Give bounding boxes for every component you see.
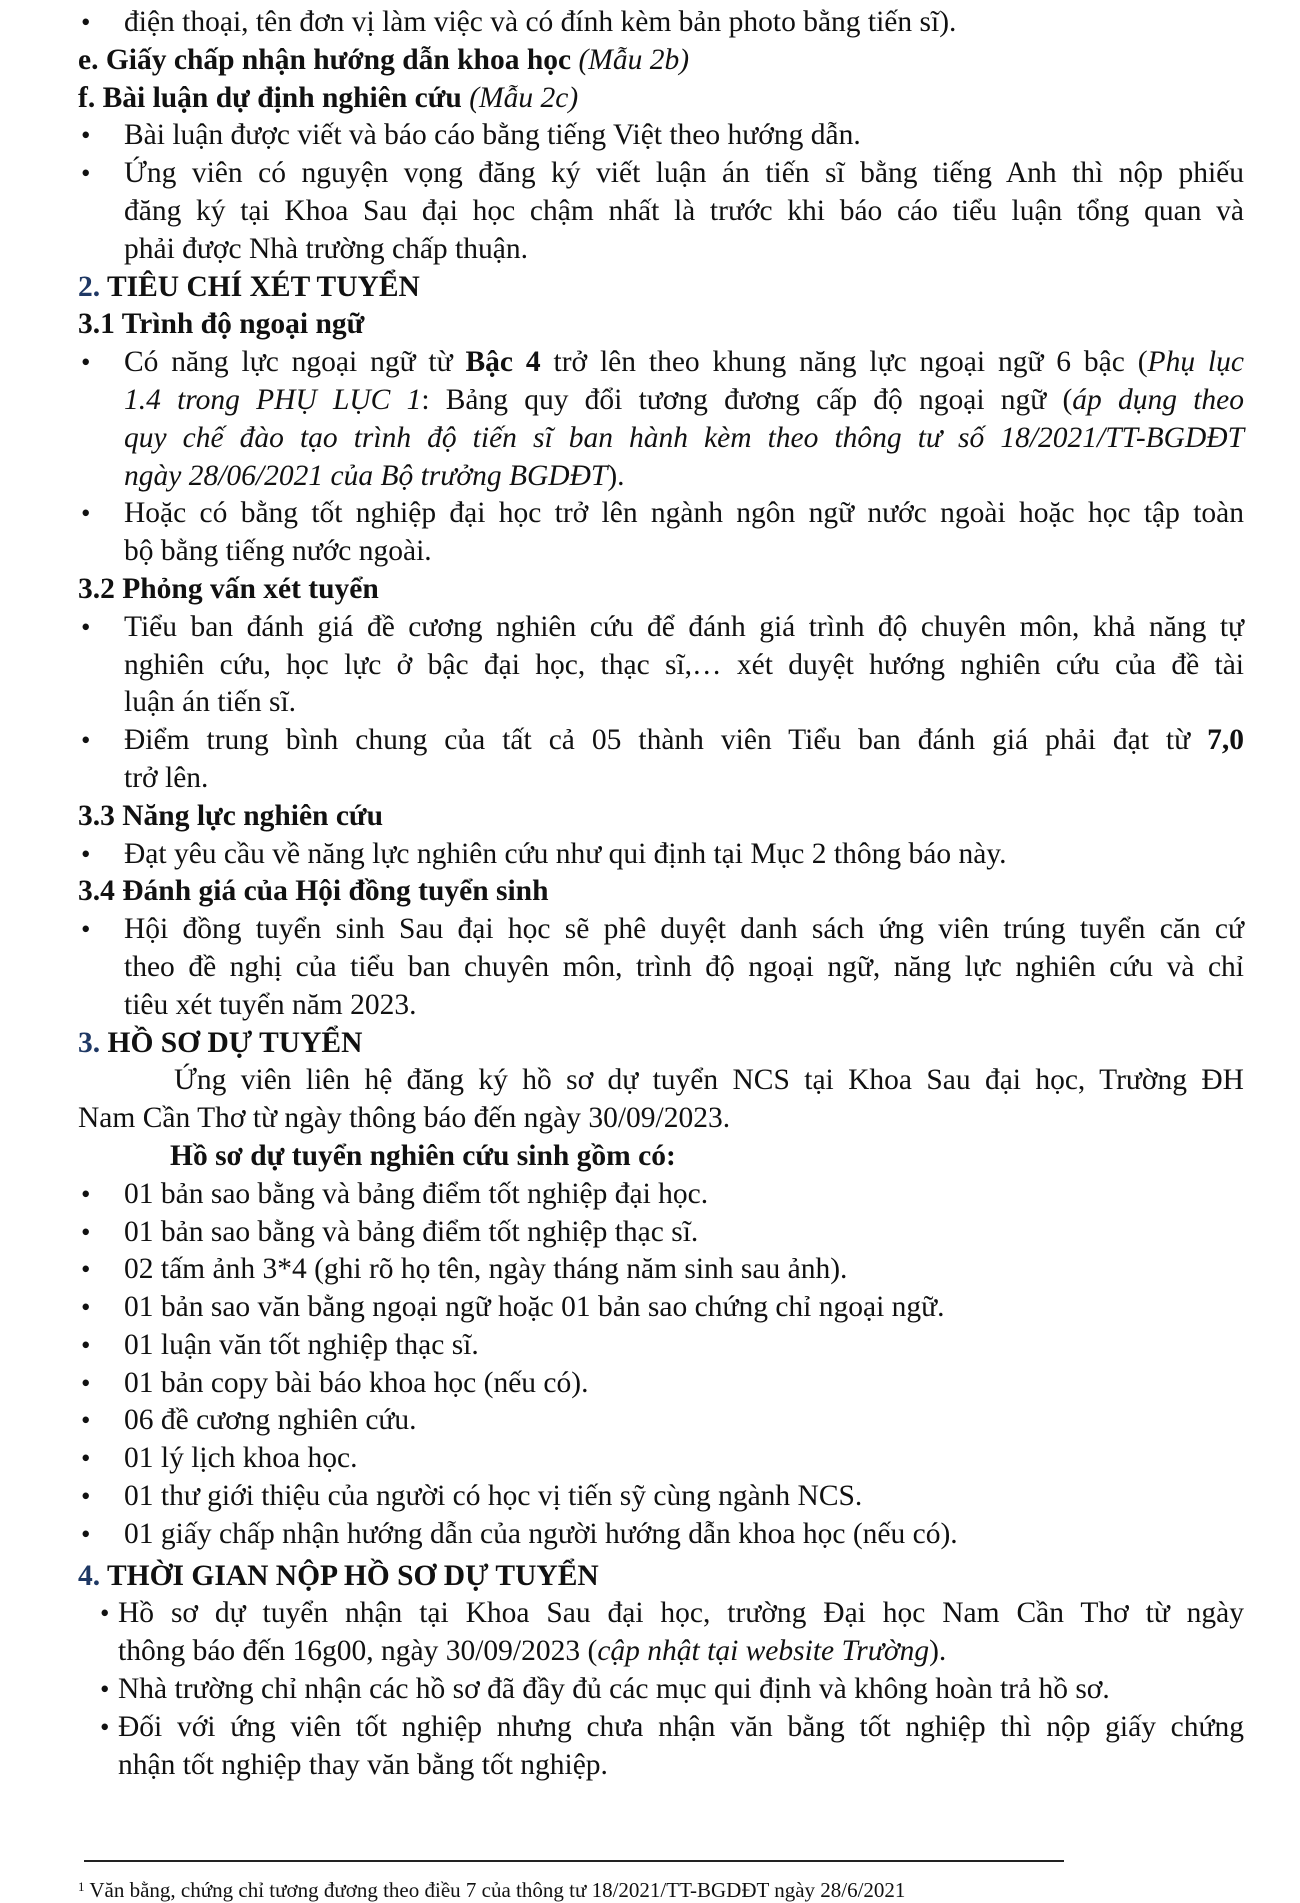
list-item: [78, 1671, 1244, 1709]
paragraph-text: Nam Cần Thơ từ ngày thông báo đến ngày 30/09/2023.: [78, 1102, 731, 1135]
list-item: [78, 1176, 1244, 1214]
list-item-text: theo đề nghị của tiểu ban chuyên môn, trình độ ngoại ngữ, năng lực nghiên cứu và chỉ: [124, 950, 1244, 983]
list-item: [78, 1709, 1244, 1747]
list-item-continuation: [78, 533, 1244, 571]
document-body: [78, 4, 1244, 1784]
list-item: [78, 1365, 1244, 1403]
italic-run: quy chế đào tạo trình độ tiến sĩ ban hành kèm theo thông tư số 18/2021/TT-BGDĐT: [124, 421, 1244, 454]
footnote-marker: 1: [78, 1879, 85, 1894]
list-item-text: 01 bản sao bằng và bảng điểm tốt nghiệp thạc sĩ.: [124, 1215, 699, 1248]
italic-run: Phụ lục: [1147, 346, 1244, 379]
list-item-continuation: [78, 987, 1244, 1025]
list-item-continuation: [78, 382, 1244, 420]
heading-text: HỒ SƠ DỰ TUYỂN: [100, 1026, 363, 1059]
subsection-heading-3-1: [78, 306, 1244, 344]
bold-run: 7,0: [1207, 724, 1244, 757]
list-item-text: tiêu xét tuyển năm 2023.: [124, 988, 417, 1021]
list-item-text: 01 bản sao văn bằng ngoại ngữ hoặc 01 bản sao chứng chỉ ngoại ngữ.: [124, 1291, 945, 1324]
list-item-text: 01 giấy chấp nhận hướng dẫn của người hướng dẫn khoa học (nếu có).: [124, 1517, 958, 1550]
list-item-text: nghiên cứu, học lực ở bậc đại học, thạc sĩ,… xét duyệt hướng nghiên cứu của đề tài: [124, 648, 1244, 681]
list-item-text: đăng ký tại Khoa Sau đại học chậm nhất là trước khi báo cáo tiểu luận tổng quan và: [124, 194, 1244, 227]
section-heading-4: [78, 1558, 1244, 1596]
text-run: Có năng lực ngoại ngữ từ: [124, 346, 466, 379]
heading-text: e. Giấy chấp nhận hướng dẫn khoa học: [78, 43, 572, 76]
list-item-continuation: [78, 949, 1244, 987]
bold-run: Bậc 4: [465, 346, 541, 379]
list-item: [78, 155, 1244, 193]
list-item-text: Hồ sơ dự tuyển nhận tại Khoa Sau đại học, trường Đại học Nam Cần Thơ từ ngày: [118, 1597, 1244, 1630]
heading-text: 3.1 Trình độ ngoại ngữ: [78, 308, 365, 341]
section-number: 4.: [78, 1559, 101, 1592]
list-item-text: Đạt yêu cầu về năng lực nghiên cứu như qui định tại Mục 2 thông báo này.: [124, 837, 1007, 870]
list-item: [78, 1289, 1244, 1327]
list-item: [78, 117, 1244, 155]
footnote-text: Văn bằng, chứng chỉ tương đương theo điều 7 của thông tư 18/2021/TT-BGDĐT ngày 28/6/2021: [84, 1878, 906, 1902]
list-item: [78, 344, 1244, 382]
list-item-text: 01 bản sao bằng và bảng điểm tốt nghiệp đại học.: [124, 1177, 709, 1210]
list-item-text: Ứng viên có nguyện vọng đăng ký viết luận án tiến sĩ bằng tiếng Anh thì nộp phiếu: [124, 157, 1244, 190]
list-item-text: Bài luận được viết và báo cáo bằng tiếng Việt theo hướng dẫn.: [124, 119, 861, 152]
form-reference: (Mẫu 2c): [461, 81, 579, 114]
list-item-text: điện thoại, tên đơn vị làm việc và có đính kèm bản photo bằng tiến sĩ).: [124, 6, 957, 38]
list-item: [78, 722, 1244, 760]
list-item-continuation: [78, 420, 1244, 458]
list-item: [78, 1251, 1244, 1289]
section-number: 2.: [78, 270, 101, 303]
list-item: [78, 495, 1244, 533]
list-item-continuation: [78, 458, 1244, 496]
list-item-text: 01 bản copy bài báo khoa học (nếu có).: [124, 1366, 589, 1399]
list-item-text: Tiểu ban đánh giá đề cương nghiên cứu để đánh giá trình độ chuyên môn, khả năng tự: [124, 610, 1244, 643]
section-heading-f: [78, 80, 1244, 118]
heading-text: 3.2 Phỏng vấn xét tuyển: [78, 572, 379, 605]
section-heading-3: [78, 1025, 1244, 1063]
paragraph-text: Ứng viên liên hệ đăng ký hồ sơ dự tuyển NCS tại Khoa Sau đại học, Trường ĐH: [174, 1064, 1244, 1097]
list-item-text: trở lên.: [124, 761, 209, 794]
list-item-continuation: [78, 1747, 1244, 1785]
list-item: [78, 1595, 1244, 1633]
form-reference: (Mẫu 2b): [571, 43, 690, 76]
list-item-text: Hội đồng tuyển sinh Sau đại học sẽ phê duyệt danh sách ứng viên trúng tuyển căn cứ: [124, 913, 1244, 946]
list-item-text: bộ bằng tiếng nước ngoài.: [124, 535, 432, 568]
text-run: Điểm trung bình chung của tất cả 05 thành viên Tiểu ban đánh giá phải đạt từ: [124, 724, 1208, 757]
subsection-heading-3-4: [78, 873, 1244, 911]
list-item: [78, 4, 1244, 42]
paragraph-line: [78, 1062, 1244, 1100]
italic-run: cập nhật tại website Trường: [597, 1635, 930, 1668]
list-item-continuation: [78, 684, 1244, 722]
list-item-text: 06 đề cương nghiên cứu.: [124, 1404, 417, 1437]
section-heading-2: [78, 269, 1244, 307]
heading-text: TIÊU CHÍ XÉT TUYỂN: [100, 270, 420, 303]
list-item: [78, 1516, 1244, 1554]
list-item-text: 01 lý lịch khoa học.: [124, 1442, 358, 1475]
section-number: 3.: [78, 1026, 101, 1059]
list-item-continuation: [78, 1633, 1244, 1671]
section-heading-e: [78, 42, 1244, 80]
list-item: [78, 836, 1244, 874]
text-run: thông báo đến 16g00, ngày 30/09/2023 (: [118, 1635, 598, 1668]
list-item-text: 01 thư giới thiệu của người có học vị tiến sỹ cùng ngành NCS.: [124, 1480, 863, 1513]
italic-run: 1.4 trong PHỤ LỤC 1: [124, 383, 422, 416]
list-item-continuation: [78, 193, 1244, 231]
heading-text: f. Bài luận dự định nghiên cứu: [78, 81, 462, 114]
list-item-text: Hoặc có bằng tốt nghiệp đại học trở lên ngành ngôn ngữ nước ngoài hoặc học tập toàn: [124, 497, 1244, 530]
heading-text: THỜI GIAN NỘP HỒ SƠ DỰ TUYỂN: [100, 1559, 599, 1592]
list-item: [78, 1440, 1244, 1478]
list-item-text: phải được Nhà trường chấp thuận.: [124, 232, 528, 265]
subsection-heading-3-2: [78, 571, 1244, 609]
subsection-heading-3-3: [78, 798, 1244, 836]
footnote-divider: [84, 1860, 1064, 1862]
documents-subheading: [78, 1138, 1244, 1176]
list-item-text: 01 luận văn tốt nghiệp thạc sĩ.: [124, 1328, 479, 1361]
list-item: [78, 1214, 1244, 1252]
text-run: : Bảng quy đổi tương đương cấp độ ngoại ngữ (: [421, 383, 1073, 416]
heading-text: 3.4 Đánh giá của Hội đồng tuyển sinh: [78, 875, 549, 908]
list-item: [78, 911, 1244, 949]
text-run: ).: [607, 459, 625, 492]
text-run: ).: [929, 1635, 947, 1668]
heading-text: 3.3 Năng lực nghiên cứu: [78, 799, 384, 832]
footnote: [78, 1874, 905, 1903]
list-item-text: Đối với ứng viên tốt nghiệp nhưng chưa nhận văn bằng tốt nghiệp thì nộp giấy chứng: [118, 1710, 1244, 1743]
list-item-text: luận án tiến sĩ.: [124, 686, 297, 719]
text-run: trở lên theo khung năng lực ngoại ngữ 6 bậc (: [540, 346, 1148, 379]
list-item: [78, 1402, 1244, 1440]
list-item-text: Nhà trường chỉ nhận các hồ sơ đã đầy đủ các mục qui định và không hoàn trả hồ sơ.: [118, 1673, 1110, 1706]
list-item-continuation: [78, 647, 1244, 685]
list-item: [78, 1478, 1244, 1516]
paragraph-line: [78, 1100, 1244, 1138]
list-item-continuation: [78, 231, 1244, 269]
list-item: [78, 609, 1244, 647]
list-item-continuation: [78, 760, 1244, 798]
list-item-text: nhận tốt nghiệp thay văn bằng tốt nghiệp.: [118, 1748, 608, 1781]
italic-run: áp dụng theo: [1072, 383, 1244, 416]
italic-run: ngày 28/06/2021 của Bộ trưởng BGDĐT: [124, 459, 608, 492]
heading-text: Hồ sơ dự tuyển nghiên cứu sinh gồm có:: [170, 1139, 676, 1172]
list-item: [78, 1327, 1244, 1365]
list-item-text: 02 tấm ảnh 3*4 (ghi rõ họ tên, ngày tháng năm sinh sau ảnh).: [124, 1253, 848, 1286]
